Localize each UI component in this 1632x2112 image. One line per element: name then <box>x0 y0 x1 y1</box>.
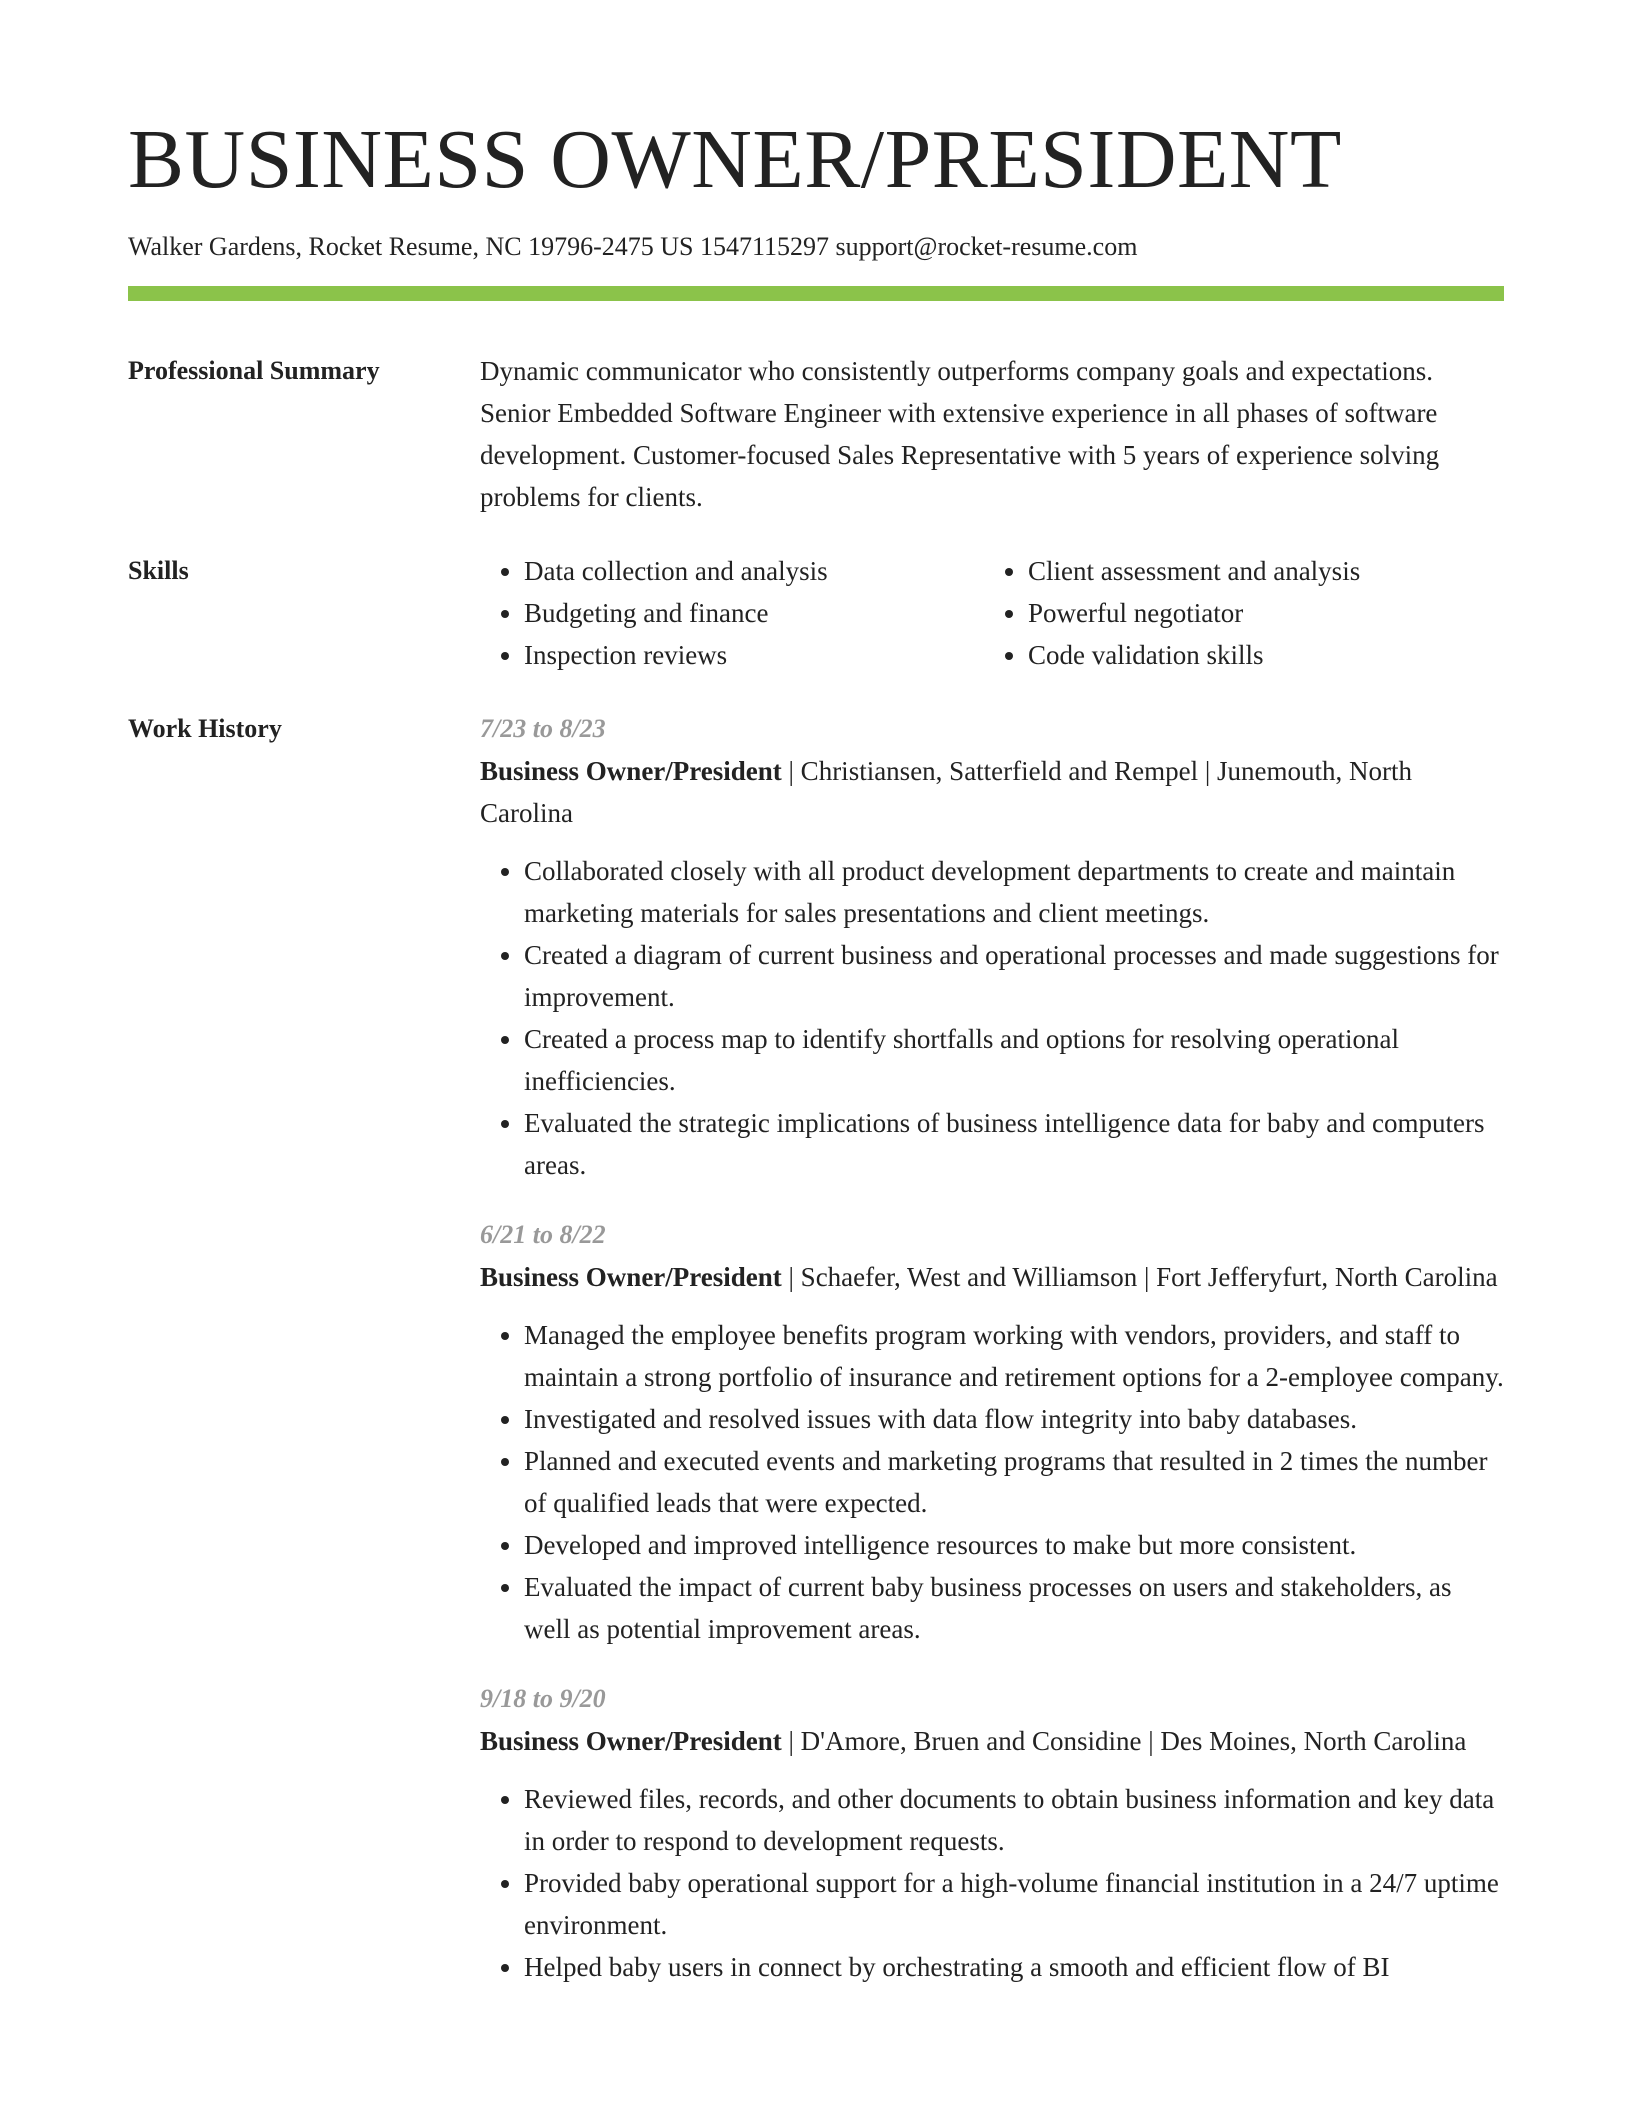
section-label-summary: Professional Summary <box>128 356 380 385</box>
job-bullet: • Planned and executed events and marketing programs that resulted in 2 times the number of qualified leads that were expected. <box>524 1440 1504 1524</box>
summary-text: Dynamic communicator who consistently outperforms company goals and expectations. Senior Embedded Software Engineer with extensive experience in all phases of software development. Customer-focused Sales Representative with 5 years of experience solving problems for clients. <box>480 356 1440 512</box>
skills-grid <box>480 550 1504 676</box>
skills-column-1 <box>480 550 984 676</box>
job-details: | D'Amore, Bruen and Considine | Des Moines, North Carolina <box>781 1726 1467 1756</box>
section-label-work-history: Work History <box>128 714 282 743</box>
job-bullet: • Created a process map to identify shortfalls and options for resolving operational inefficiencies. <box>524 1018 1504 1102</box>
skills-section <box>128 550 1504 676</box>
job-details: | Schaefer, West and Williamson | Fort Jefferyfurt, North Carolina <box>781 1262 1498 1292</box>
job-header <box>480 1256 1504 1298</box>
job-dates: 9/18 to 9/20 <box>480 1684 606 1713</box>
job-bullets <box>480 1314 1504 1650</box>
job-title: Business Owner/President <box>480 1726 782 1756</box>
section-label-skills: Skills <box>128 556 189 585</box>
jobs-list <box>480 708 1504 1988</box>
job-bullet: • Evaluated the impact of current baby business processes on users and stakeholders, as well as potential improvement areas. <box>524 1566 1504 1650</box>
job-title: Business Owner/President <box>480 1262 782 1292</box>
job-bullet: • Evaluated the strategic implications of business intelligence data for baby and computers areas. <box>524 1102 1504 1186</box>
header-divider <box>128 286 1504 301</box>
skill-item: • Powerful negotiator <box>1028 592 1488 634</box>
skill-item: • Code validation skills <box>1028 634 1488 676</box>
job-bullet: • Managed the employee benefits program working with vendors, providers, and staff to maintain a strong portfolio of insurance and retirement options for a 2-employee company. <box>524 1314 1504 1398</box>
skills-column-2 <box>984 550 1488 676</box>
job-entry <box>480 1678 1504 1988</box>
job-title: Business Owner/President <box>480 756 782 786</box>
resume-name: BUSINESS OWNER/PRESIDENT <box>128 113 1342 206</box>
job-bullet: • Helped baby users in connect by orchestrating a smooth and efficient flow of BI <box>524 1946 1504 1988</box>
job-header <box>480 750 1504 834</box>
skill-item: • Inspection reviews <box>524 634 984 676</box>
job-bullet: • Created a diagram of current business and operational processes and made suggestions for improvement. <box>524 934 1504 1018</box>
job-bullet: • Provided baby operational support for a high-volume financial institution in a 24/7 uptime environment. <box>524 1862 1504 1946</box>
skill-item: • Data collection and analysis <box>524 550 984 592</box>
contact-info: Walker Gardens, Rocket Resume, NC 19796-2475 US 1547115297 support@rocket-resume.com <box>128 232 1138 261</box>
job-dates: 6/21 to 8/22 <box>480 1220 606 1249</box>
job-header <box>480 1720 1504 1762</box>
job-bullet: • Investigated and resolved issues with data flow integrity into baby databases. <box>524 1398 1504 1440</box>
job-bullet: • Collaborated closely with all product development departments to create and maintain marketing materials for sales presentations and client meetings. <box>524 850 1504 934</box>
job-entry <box>480 1214 1504 1650</box>
skill-item: • Client assessment and analysis <box>1028 550 1488 592</box>
job-details: | Christiansen, Satterfield and Rempel | Junemouth, North Carolina <box>480 756 1412 828</box>
job-bullets <box>480 1778 1504 1988</box>
job-entry <box>480 708 1504 1186</box>
job-dates: 7/23 to 8/23 <box>480 714 606 743</box>
job-bullet: • Developed and improved intelligence resources to make but more consistent. <box>524 1524 1504 1566</box>
professional-summary-section <box>128 350 1504 518</box>
job-bullet: • Reviewed files, records, and other documents to obtain business information and key data in order to respond to development requests. <box>524 1778 1504 1862</box>
skill-item: • Budgeting and finance <box>524 592 984 634</box>
work-history-section <box>128 708 1504 2016</box>
job-bullets <box>480 850 1504 1186</box>
